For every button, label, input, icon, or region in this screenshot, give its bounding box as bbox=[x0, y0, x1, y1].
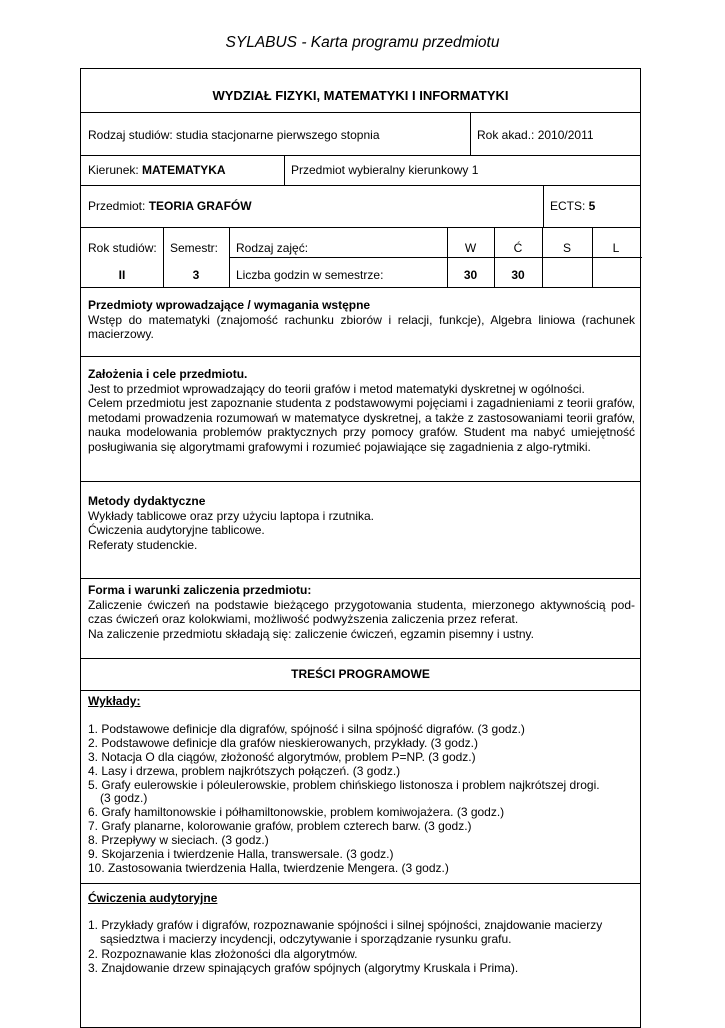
lecture-item: 6. Grafy hamiltonowskie i półhamiltonowskie, problem komiwojażera. (3 godz.) bbox=[88, 805, 505, 820]
exercise-item: 2. Rozpoznawanie klas złożoności dla algorytmów. bbox=[88, 946, 358, 961]
divider bbox=[81, 578, 640, 579]
divider bbox=[81, 883, 640, 884]
divider bbox=[470, 112, 471, 155]
subject-label: Przedmiot: bbox=[88, 199, 149, 213]
spacer bbox=[88, 709, 635, 723]
divider bbox=[81, 155, 640, 156]
hours-c: 30 bbox=[511, 268, 525, 282]
divider bbox=[81, 185, 640, 186]
column-s: S bbox=[562, 241, 571, 255]
hours-w: 30 bbox=[463, 268, 478, 282]
lecture-item: 4. Lasy i drzewa, problem najkrótszych połączeń. (3 godz.) bbox=[88, 763, 401, 778]
academic-year: Rok akad.: 2010/2011 bbox=[477, 128, 594, 142]
assessment-section bbox=[88, 583, 635, 641]
divider bbox=[229, 257, 642, 258]
elective: Przedmiot wybieralny kierunkowy 1 bbox=[291, 163, 479, 177]
lecture-item: 2. Podstawowe definicje dla grafów nieskierowanych, przykłady. (3 godz.) bbox=[88, 735, 478, 750]
subject-value: TEORIA GRAFÓW bbox=[148, 199, 252, 213]
divider bbox=[81, 690, 640, 691]
lecture-item: 10. Zastosowania twierdzenia Halla, twierdzenie Mengera. (3 godz.) bbox=[88, 860, 449, 875]
divider bbox=[81, 227, 640, 228]
methods-line: Ćwiczenia audytoryjne tablicowe. bbox=[88, 523, 265, 538]
spacer bbox=[88, 906, 635, 918]
goals-section bbox=[88, 367, 635, 455]
subject bbox=[88, 199, 252, 213]
methods-line: Wykłady tablicowe oraz przy użyciu laptopa i rzutnika. bbox=[88, 508, 375, 523]
lecture-item: 7. Grafy planarne, kolorowanie grafów, problem czterech barw. (3 godz.) bbox=[88, 819, 472, 834]
class-type-label: Rodzaj zajęć: bbox=[236, 241, 309, 255]
column-c: Ć bbox=[513, 241, 523, 255]
divider bbox=[81, 481, 640, 482]
exercises-heading: Ćwiczenia audytoryjne bbox=[88, 891, 218, 905]
semester-value: 3 bbox=[192, 268, 200, 282]
direction-label: Kierunek: bbox=[88, 163, 143, 177]
exercise-item: 3. Znajdowanie drzew spinających grafów spójnych (algorytmy Kruskala i Prima). bbox=[88, 961, 519, 976]
goals-text: Celem przedmiotu jest zapoznanie studenta z podstawowymi pojęciami i zagadnieniami z teorii grafów, metodami prowadzenia rozumowań w matematyce dyskretnej, a także z zastosowaniami teorii grafów, nauka modelowania problemów praktycznych przy pomocy grafów. Student ma nabyć umiejętność posługiwania się algorytmami grafowymi i rozumieć pojawiające się zagadnienia z algo-rytmiki. bbox=[88, 396, 635, 454]
prerequisites-text: Wstęp do matematyki (znajomość rachunku zbiorów i relacji, funkcje), Algebra liniowa (rachunek macierzowy. bbox=[88, 312, 635, 342]
assessment-heading: Forma i warunki zaliczenia przedmiotu: bbox=[88, 583, 312, 597]
methods-heading: Metody dydaktyczne bbox=[88, 494, 206, 508]
lecture-item: 1. Podstawowe definicje dla digrafów, spójność i silna spójność digrafów. (3 godz.) bbox=[88, 721, 525, 736]
assessment-text: Zaliczenie ćwiczeń na podstawie bieżącego przygotowania studenta, mierzonego aktywnością pod-czas ćwiczeń oraz kolokwiami, możliwość podwyższenia zaliczenia przez referat. bbox=[88, 597, 635, 627]
direction-value: MATEMATYKA bbox=[142, 163, 226, 177]
year-value: II bbox=[118, 268, 126, 282]
divider bbox=[543, 185, 544, 227]
ects-label: ECTS: bbox=[550, 199, 589, 213]
divider bbox=[81, 356, 640, 357]
lecture-item: 3. Notacja O dla ciągów, złożoność algorytmów, problem P=NP. (3 godz.) bbox=[88, 749, 476, 764]
goals-heading: Założenia i cele przedmiotu. bbox=[88, 367, 248, 381]
prerequisites-heading: Przedmioty wprowadzające / wymagania wstępne bbox=[88, 298, 371, 312]
content-heading: TREŚCI PROGRAMOWE bbox=[291, 667, 430, 681]
lecture-item: (3 godz.) bbox=[100, 791, 148, 806]
faculty-name: WYDZIAŁ FIZYKI, MATEMATYKI I INFORMATYKI bbox=[212, 88, 509, 103]
divider bbox=[81, 112, 640, 113]
hours-label: Liczba godzin w semestrze: bbox=[236, 268, 384, 282]
lecture-item: 5. Grafy eulerowskie i póleulerowskie, problem chińskiego listonosza i problem najkrótszej drogi. bbox=[88, 777, 600, 792]
methods-section bbox=[88, 494, 635, 552]
study-type: Rodzaj studiów: studia stacjonarne pierwszego stopnia bbox=[88, 128, 380, 142]
syllabus-table bbox=[80, 68, 641, 1028]
direction bbox=[88, 163, 226, 177]
ects bbox=[550, 199, 595, 213]
prerequisites-section bbox=[88, 298, 635, 342]
exercise-item: sąsiedztwa i macierzy incydencji, odczytywanie i sporządzanie rysunku grafu. bbox=[100, 932, 512, 947]
methods-line: Referaty studenckie. bbox=[88, 537, 198, 552]
lectures-heading: Wykłady: bbox=[88, 694, 141, 708]
column-l: L bbox=[612, 241, 620, 255]
divider bbox=[81, 287, 640, 288]
exercise-item: 1. Przykłady grafów i digrafów, rozpoznawanie spójności i silnej spójności, znajdowanie macierzy bbox=[88, 917, 603, 932]
ects-value: 5 bbox=[588, 199, 596, 213]
semester-label: Semestr: bbox=[170, 241, 219, 255]
divider bbox=[284, 155, 285, 185]
goals-line1: Jest to przedmiot wprowadzający do teorii grafów i metod matematyki dyskretnej w ogólności. bbox=[88, 381, 585, 396]
exercises-section bbox=[88, 891, 635, 976]
lecture-item: 8. Przepływy w sieciach. (3 godz.) bbox=[88, 833, 269, 848]
assessment-line2: Na zaliczenie przedmiotu składają się: zaliczenie ćwiczeń, egzamin pisemny i ustny. bbox=[88, 626, 534, 641]
column-w: W bbox=[464, 241, 477, 255]
divider bbox=[81, 658, 640, 659]
lecture-item: 9. Skojarzenia i twierdzenie Halla, transwersale. (3 godz.) bbox=[88, 847, 394, 862]
year-label: Rok studiów: bbox=[88, 241, 157, 255]
page-title: SYLABUS - Karta programu przedmiotu bbox=[225, 34, 500, 51]
lectures-section bbox=[88, 695, 635, 876]
